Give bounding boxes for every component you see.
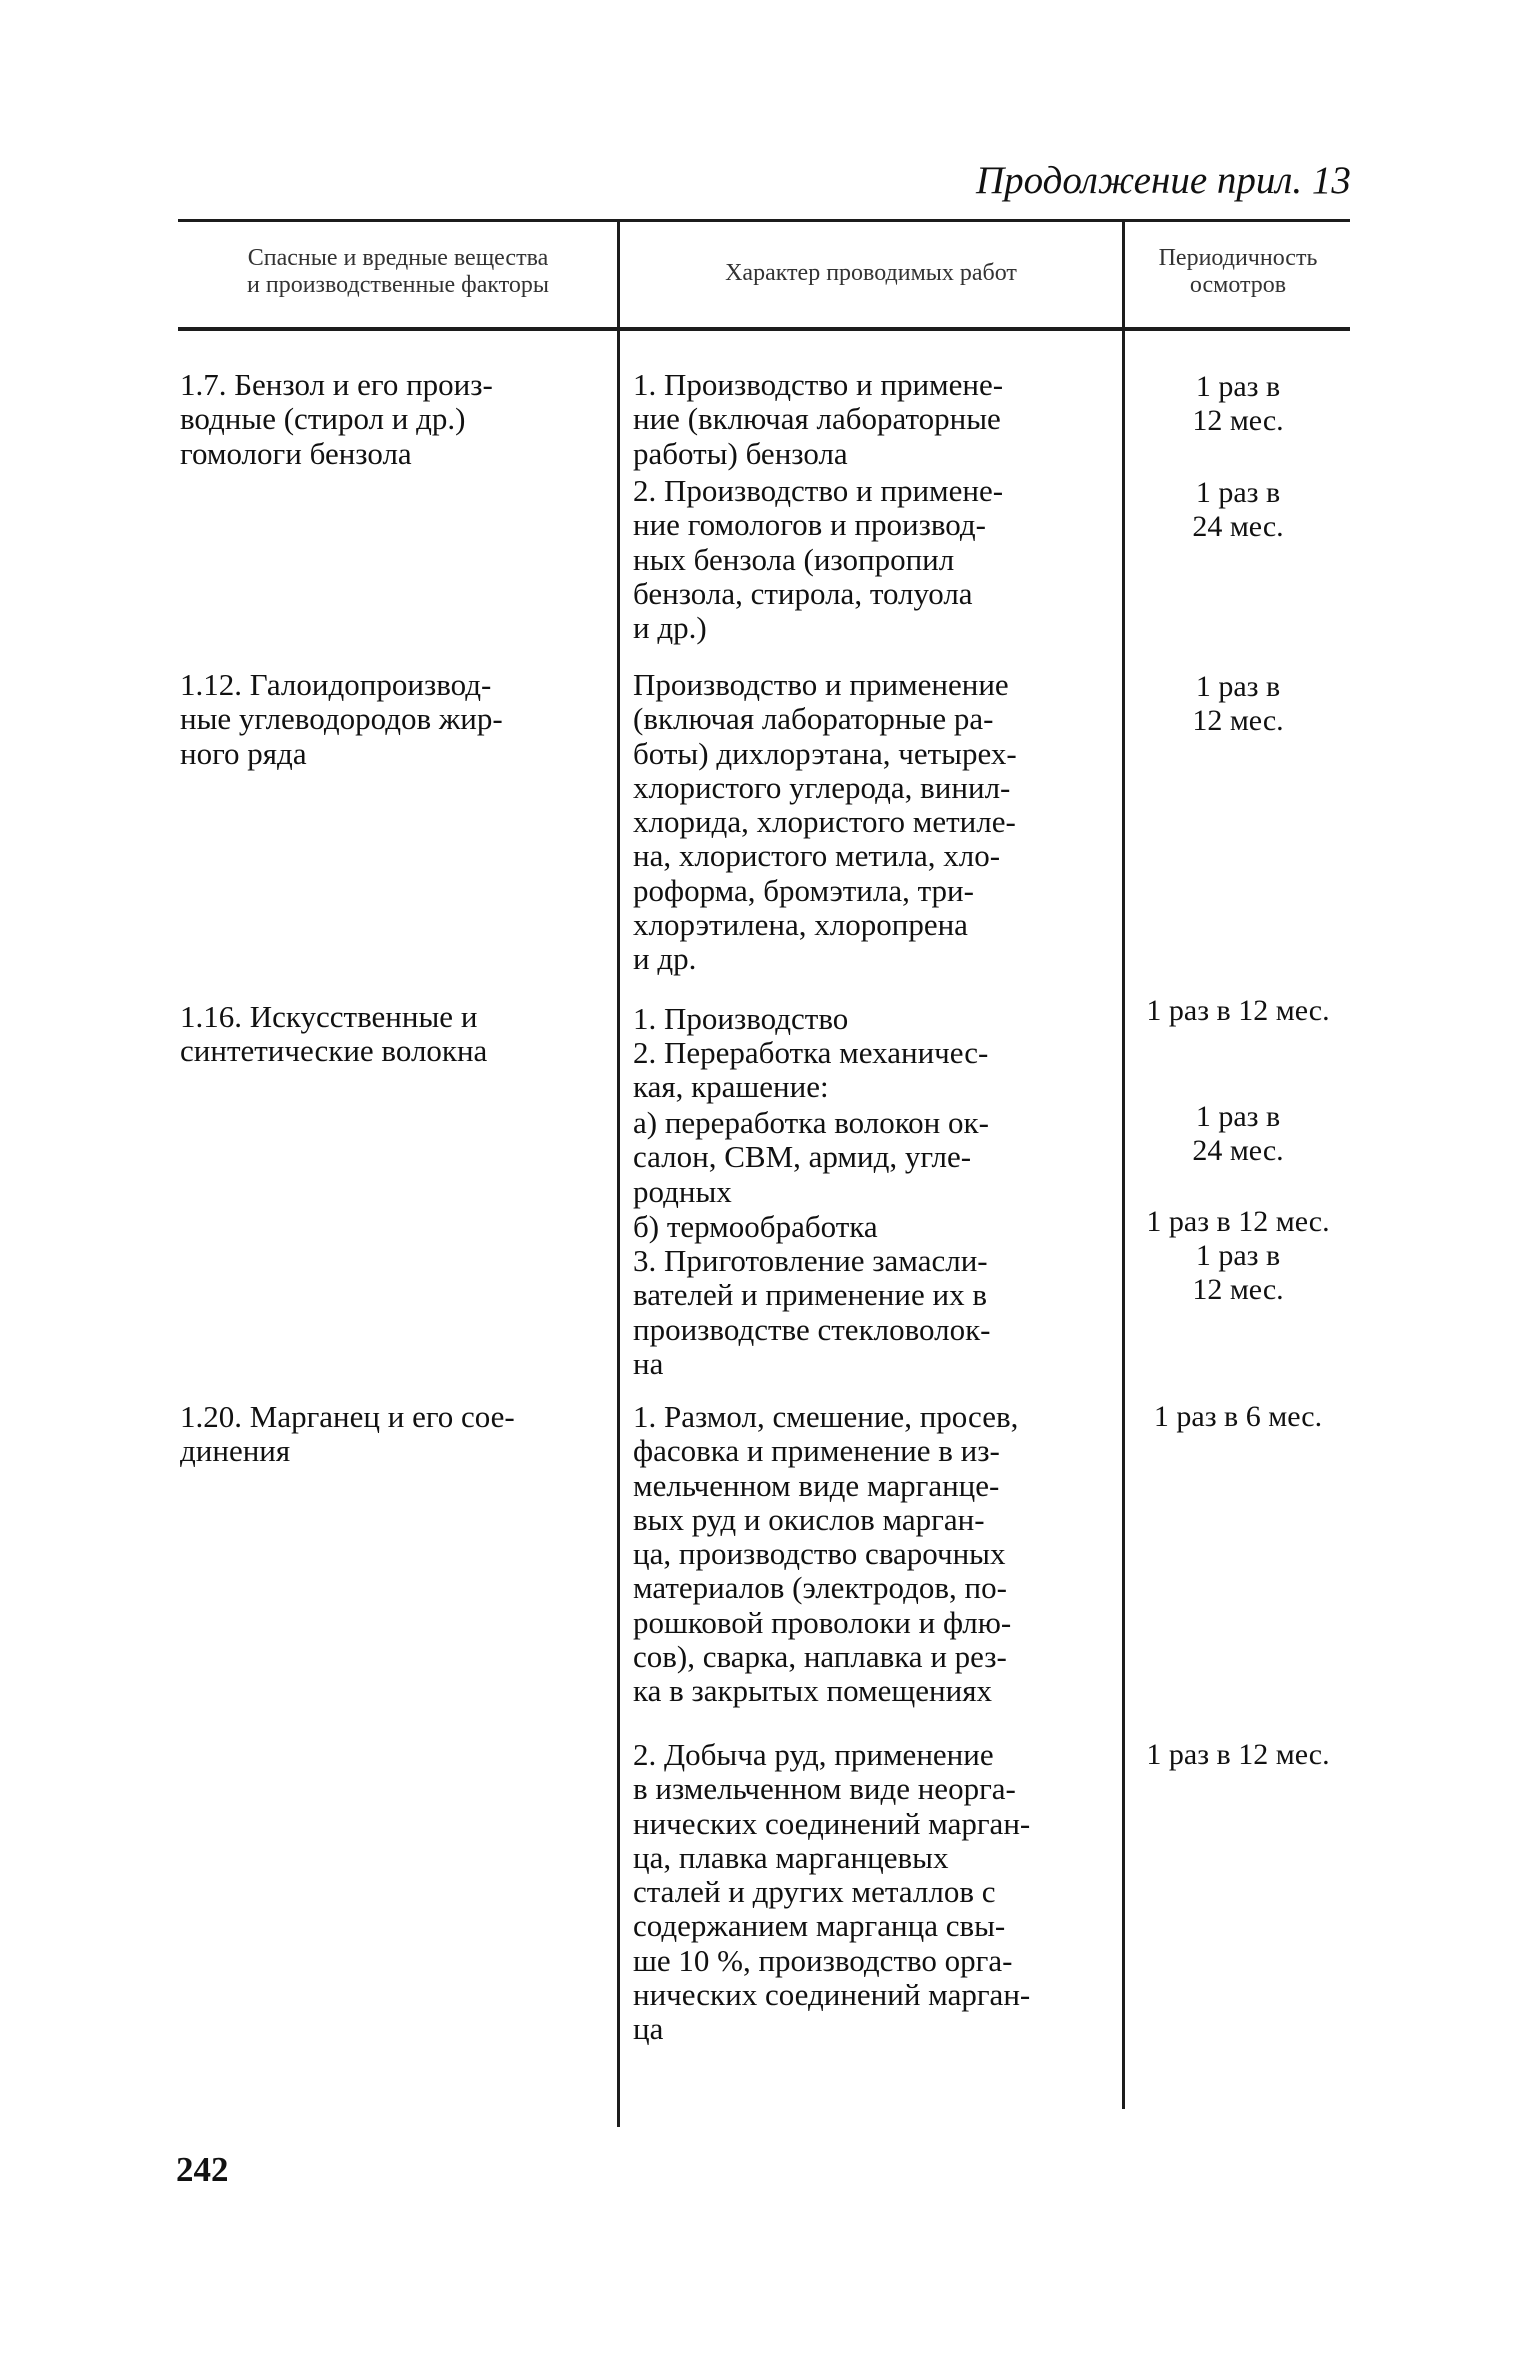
column-header-periodicity: Периодичность осмотров: [1158, 245, 1318, 298]
row-period: 1 раз в 24 мес.: [1192, 1100, 1284, 1167]
row-work: 1. Производство: [633, 1001, 849, 1036]
row-period: 1 раз в 12 мес.: [1146, 994, 1330, 1027]
row-work: б) термообработка: [633, 1209, 878, 1244]
row-work: 2. Производство и примене- ние гомологов и производ- ных бензола (изопропил бензола, стирола, толуола и др.): [633, 473, 1004, 646]
row-period: 1 раз в 12 мес.: [1192, 370, 1284, 437]
row-work: 1. Производство и примене- ние (включая лабораторные работы) бензола: [633, 367, 1004, 471]
table-top-rule: [178, 219, 1350, 222]
row-period: 1 раз в 24 мес.: [1192, 476, 1284, 543]
column-divider-1: [617, 219, 620, 2127]
row-substance: 1.20. Марганец и его сое- динения: [180, 1399, 515, 1469]
table-header-rule: [178, 327, 1350, 331]
column-header-works: Характер проводимых работ: [725, 260, 1017, 286]
continuation-header: Продолжение прил. 13: [976, 159, 1351, 202]
row-period: 1 раз в 12 мес.: [1192, 670, 1284, 737]
column-header-substances: Спасные и вредные вещества и производственные факторы: [247, 245, 549, 298]
row-period: 1 раз в 12 мес.: [1192, 1239, 1284, 1306]
row-substance: 1.12. Галоидопроизвод- ные углеводородов жир- ного ряда: [180, 667, 503, 771]
row-work: 2. Переработка механичес- кая, крашение:: [633, 1035, 989, 1105]
row-substance: 1.16. Искусственные и синтетические волокна: [180, 999, 488, 1069]
row-work: а) переработка волокон ок- салон, СВМ, армид, угле- родных: [633, 1105, 989, 1209]
row-work: 1. Размол, смешение, просев, фасовка и применение в из- мельченном виде марганце- вых руд и окислов марган- ца, производство сварочных материалов (электродов, по- рошковой проволоки и флю- сов), сварка, наплавка и рез- ка в закрытых помещениях: [633, 1399, 1019, 1709]
row-period: 1 раз в 12 мес.: [1146, 1205, 1330, 1238]
row-period: 1 раз в 6 мес.: [1153, 1400, 1323, 1433]
row-work: Производство и применение (включая лабораторные ра- боты) дихлорэтана, четырех- хлористого углерода, винил- хлорида, хлористого метиле- на, хлористого метила, хло- роформа, бромэтила, три- хлорэтилена, хлоропрена и др.: [633, 667, 1017, 977]
row-substance: 1.7. Бензол и его произ- водные (стирол и др.) гомологи бензола: [180, 367, 493, 471]
row-work: 3. Приготовление замасли- вателей и применение их в производстве стекловолок- на: [633, 1243, 991, 1381]
column-divider-2: [1122, 219, 1125, 2109]
row-work: 2. Добыча руд, применение в измельченном виде неорга- нических соединений марган- ца, плавка марганцевых сталей и других металлов с содержанием марганца свы- ше 10 %, производство орга- нических соединений марган- ца: [633, 1737, 1031, 2047]
page-number: 242: [176, 2150, 229, 2189]
row-period: 1 раз в 12 мес.: [1146, 1738, 1330, 1771]
